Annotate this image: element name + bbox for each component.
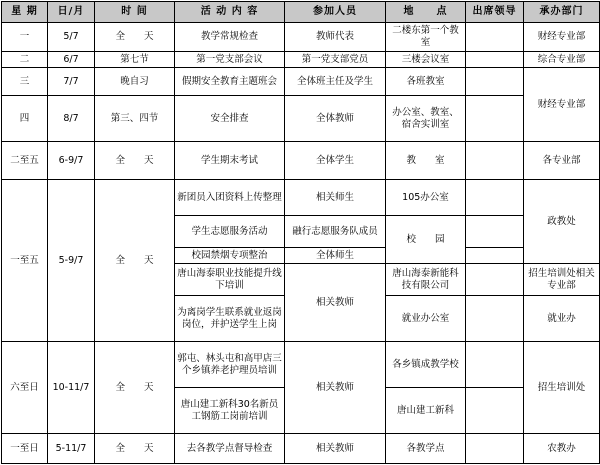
- table-row: [2, 23, 600, 52]
- cell-activity: 第一党支部会议: [175, 52, 285, 68]
- cell-department: 就业办: [524, 296, 600, 342]
- cell-leaders: [466, 264, 524, 296]
- cell-leaders: [466, 96, 524, 142]
- cell-leaders: [466, 248, 524, 264]
- cell-leaders: [466, 296, 524, 342]
- cell-activity: 学生期末考试: [175, 142, 285, 180]
- cell-activity: 安全排查: [175, 96, 285, 142]
- cell-weekday: 二: [2, 52, 48, 68]
- cell-location: 105办公室: [386, 180, 466, 216]
- cell-department: 政教处: [524, 180, 600, 264]
- table-row: [2, 52, 600, 68]
- table-row: [2, 68, 600, 96]
- cell-date: 6/7: [48, 52, 95, 68]
- cell-leaders: [466, 142, 524, 180]
- header-location: 地 点: [386, 2, 466, 23]
- cell-location: 二楼东第一个教室: [386, 23, 466, 52]
- cell-activity: 新团员入团资料上传整理: [175, 180, 285, 216]
- cell-location: 各乡镇成教学校: [386, 342, 466, 388]
- header-leaders: 出席领导: [466, 2, 524, 23]
- cell-location: 唐山建工新科: [386, 388, 466, 434]
- cell-leaders: [466, 68, 524, 96]
- cell-department: 招生培训处相关专业部: [524, 264, 600, 296]
- cell-participants: 相关教师: [285, 434, 386, 464]
- cell-activity: 去各教学点督导检查: [175, 434, 285, 464]
- cell-participants: 第一党支部党员: [285, 52, 386, 68]
- cell-participants: 全体师生: [285, 248, 386, 264]
- cell-participants: 融行志愿服务队成员: [285, 216, 386, 248]
- cell-participants: 全体教师: [285, 96, 386, 142]
- cell-date: 5-9/7: [48, 180, 95, 342]
- cell-location: 各班教室: [386, 68, 466, 96]
- cell-participants: 教师代表: [285, 23, 386, 52]
- weekly-schedule-table: [1, 1, 600, 464]
- cell-department: 财经专业部: [524, 68, 600, 142]
- cell-department: 各专业部: [524, 142, 600, 180]
- cell-weekday: 一: [2, 23, 48, 52]
- table-row: [2, 180, 600, 216]
- cell-time: 全 天: [95, 180, 175, 342]
- cell-participants: 全体学生: [285, 142, 386, 180]
- header-time: 时 间: [95, 2, 175, 23]
- cell-leaders: [466, 434, 524, 464]
- cell-participants: 全体班主任及学生: [285, 68, 386, 96]
- cell-location: 各教学点: [386, 434, 466, 464]
- cell-department: 综合专业部: [524, 52, 600, 68]
- cell-participants: 相关教师: [285, 342, 386, 434]
- cell-weekday: 四: [2, 96, 48, 142]
- cell-participants: 相关教师: [285, 264, 386, 342]
- cell-activity: 学生志愿服务活动: [175, 216, 285, 248]
- table-row: [2, 96, 600, 142]
- cell-department: 财经专业部: [524, 23, 600, 52]
- cell-department: 招生培训处: [524, 342, 600, 434]
- cell-activity: 唐山海泰职业技能提升线下培训: [175, 264, 285, 296]
- cell-date: 6-9/7: [48, 142, 95, 180]
- cell-weekday: 一至日: [2, 434, 48, 464]
- cell-time: 全 天: [95, 434, 175, 464]
- cell-time: 晚自习: [95, 68, 175, 96]
- cell-location: 三楼会议室: [386, 52, 466, 68]
- cell-leaders: [466, 342, 524, 388]
- cell-date: 10-11/7: [48, 342, 95, 434]
- header-participants: 参加人员: [285, 2, 386, 23]
- cell-leaders: [466, 52, 524, 68]
- cell-leaders: [466, 23, 524, 52]
- header-row: [2, 2, 600, 23]
- cell-date: 7/7: [48, 68, 95, 96]
- table-row: [2, 342, 600, 388]
- cell-activity: 唐山建工新科30名新员工钢筋工岗前培训: [175, 388, 285, 434]
- cell-date: 5-11/7: [48, 434, 95, 464]
- cell-location: 就业办公室: [386, 296, 466, 342]
- cell-activity: 郭屯、林头屯和高甲店三个乡镇养老护理员培训: [175, 342, 285, 388]
- table-row: [2, 142, 600, 180]
- cell-time: 第七节: [95, 52, 175, 68]
- cell-leaders: [466, 216, 524, 248]
- cell-location: 办公室、教室、宿舍实训室: [386, 96, 466, 142]
- cell-time: 全 天: [95, 23, 175, 52]
- header-activity: 活 动 内 容: [175, 2, 285, 23]
- header-date: 日/月: [48, 2, 95, 23]
- cell-location: 教 室: [386, 142, 466, 180]
- cell-date: 8/7: [48, 96, 95, 142]
- cell-department: 农教办: [524, 434, 600, 464]
- table-row: [2, 434, 600, 464]
- cell-date: 5/7: [48, 23, 95, 52]
- cell-weekday: 一至五: [2, 180, 48, 342]
- cell-leaders: [466, 180, 524, 216]
- cell-location: 唐山海泰新能科技有限公司: [386, 264, 466, 296]
- header-department: 承办部门: [524, 2, 600, 23]
- cell-weekday: 二至五: [2, 142, 48, 180]
- cell-activity: 假期安全教育主题班会: [175, 68, 285, 96]
- cell-location: 校 园: [386, 216, 466, 264]
- cell-time: 第三、四节: [95, 96, 175, 142]
- cell-activity: 校园禁烟专项整治: [175, 248, 285, 264]
- cell-weekday: 三: [2, 68, 48, 96]
- cell-participants: 相关师生: [285, 180, 386, 216]
- cell-activity: 教学常规检查: [175, 23, 285, 52]
- cell-weekday: 六至日: [2, 342, 48, 434]
- cell-time: 全 天: [95, 342, 175, 434]
- cell-leaders: [466, 388, 524, 434]
- cell-time: 全 天: [95, 142, 175, 180]
- header-weekday: 星 期: [2, 2, 48, 23]
- cell-activity: 为离岗学生联系就业返岗岗位，并护送学生上岗: [175, 296, 285, 342]
